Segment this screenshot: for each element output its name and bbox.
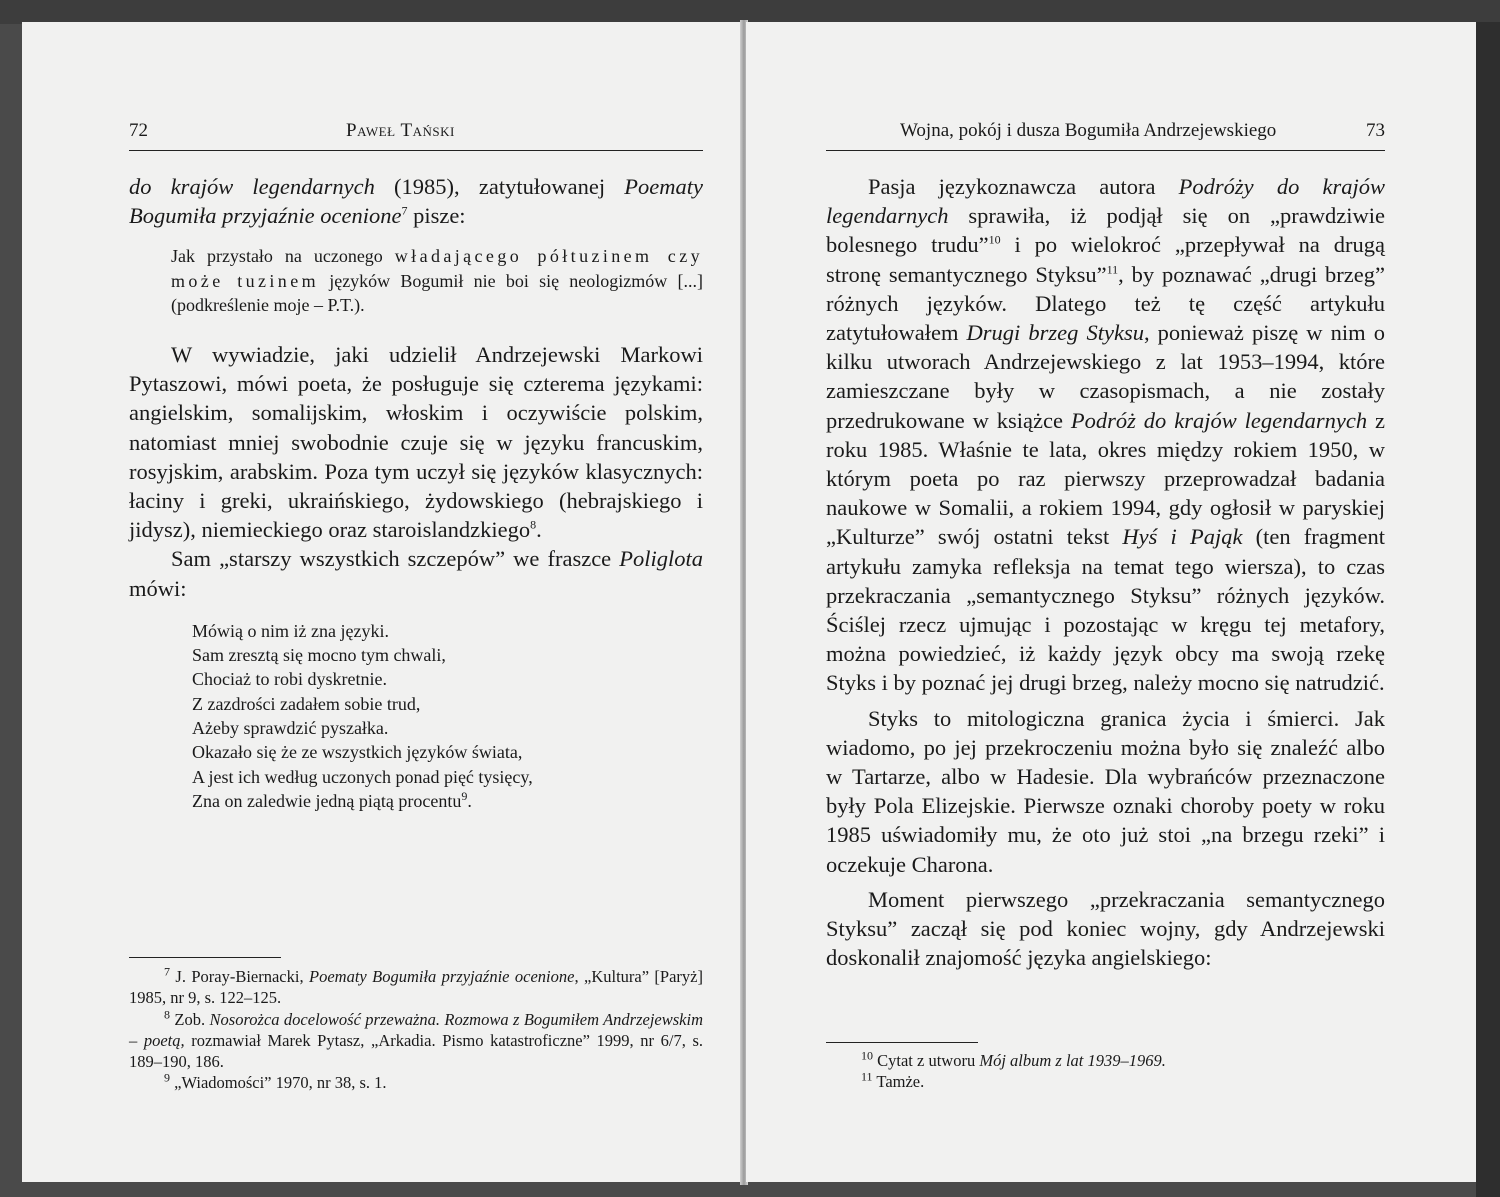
right-running-title: Wojna, pokój i dusza Bogumiła Andrzejewskiego <box>900 120 1277 141</box>
poem-line: Mówią o nim iż zna języki. <box>192 620 389 641</box>
text-run: . <box>467 790 472 811</box>
right-paragraph-2: Styks to mitologiczna granica życia i śmierci. Jak wiadomo, po jej przekroczeniu można było się znaleźć albo w Tartarze, albo w Hadesie. Dla wybrańców przeznaczone były Pola Elizejskie. Pierwsze oznaki choroby poety w roku 1985 uświadomiły mu, że oto już stoi „na brzegu rzeki” i oczekuje Charona. <box>826 705 1385 877</box>
italic-title: Nosorożca docelowość przeważna. Rozmowa z Bogumiłem Andrzejewskim – poetą, <box>129 1009 703 1050</box>
text-run: (ten fragment artykułu zamyka refleksja na temat tego wiersza), to czas przekraczania „semantycznego Styksu” różnych języków. Ściślej rzecz ujmując i pozostając w kręgu tej metafory, można powiedzieć, iż każdy język obcy ma swoją rzekę Styks i by poznać jej drugi brzeg, należy mocno się natrudzić. <box>826 524 1385 696</box>
text-run: (1985), zatytułowanej <box>374 174 625 199</box>
text-run: Pasja językoznawcza autora <box>868 174 1179 199</box>
footnote-number: 8 <box>164 1007 170 1022</box>
right-page-number: 73 <box>1366 120 1385 141</box>
left-running-head <box>129 120 703 151</box>
text-run: mówi: <box>129 575 187 601</box>
left-paragraph-1 <box>129 172 703 230</box>
right-paragraph-1 <box>826 172 1385 698</box>
text-run: Cytat z utworu <box>873 1051 980 1070</box>
text-run: , ponieważ piszę w nim o kilku utworach Andrzejewskiego z lat 1953–1994, które zamieszczane były w czasopismach, a nie zostały przedrukowane w książce <box>826 320 1385 433</box>
poem-line: Z zazdrości zadałem sobie trud, <box>192 693 421 714</box>
left-running-title: Paweł Tański <box>346 120 455 141</box>
text-run: , by poznawać „drugi brzeg” różnych języków. Dlatego też tę część artykułu zatytułowałem <box>826 261 1385 346</box>
poem-line: A jest ich według uczonych ponad pięć tysięcy, <box>192 766 533 787</box>
footnote-10 <box>826 1050 1385 1071</box>
left-body <box>129 172 703 813</box>
italic-title: Poematy Bogumiła przyjaźnie ocenione <box>129 174 703 229</box>
left-paragraph-2 <box>129 340 703 544</box>
text-run: sprawiła, iż podjął się on „prawdziwie bolesnego trudu” <box>826 203 1385 258</box>
text-run: z roku 1985. Właśnie te lata, okres między rokiem 1950, w którym poeta po raz pierwszy przeprowadzał badania naukowe w Somalii, a rokiem 1994, gdy ogłosił w paryskiej „Kulturze” swój ostatni tekst <box>826 407 1385 550</box>
footnote-number: 11 <box>861 1069 873 1084</box>
poem-line: Okazało się że ze wszystkich języków świata, <box>192 742 523 763</box>
right-paragraph-3: Moment pierwszego „przekraczania semantycznego Styksu” zaczął się pod koniec wojny, gdy Andrzejewski doskonalił znajomość języka angielskiego: <box>826 886 1385 971</box>
footnote-ref-7[interactable]: 7 <box>401 203 408 218</box>
text-run: . <box>536 517 542 543</box>
text-run: J. Poray-Biernacki, <box>170 967 309 986</box>
footnote-8 <box>129 1009 703 1073</box>
italic-title: Podróż do krajów legendarnych <box>1070 407 1368 433</box>
block-quote <box>171 244 703 318</box>
text-run: rozmawiał Marek Pytasz, „Arkadia. Pismo katastroficzne” 1999, nr 6/7, s. 189–190, 186. <box>129 1030 703 1072</box>
footnote-11 <box>826 1071 1385 1092</box>
italic-title: Hyś i Pająk <box>1122 524 1243 550</box>
footnote-ref-9[interactable]: 9 <box>461 788 468 803</box>
text-run: i po wielokroć „przepływał na drugą stronę semantycznego Styksu” <box>826 232 1385 287</box>
footnote-7 <box>129 966 703 1009</box>
text-run: „Wiadomości” 1970, nr 38, s. 1. <box>170 1073 387 1093</box>
footnote-ref-10[interactable]: 10 <box>988 232 1001 247</box>
italic-title: Podróży do krajów legendarnych <box>826 174 1386 229</box>
poem-line: Sam zresztą się mocno tym chwali, <box>192 645 446 666</box>
footnote-ref-8[interactable]: 8 <box>530 517 537 532</box>
left-page <box>22 22 743 1182</box>
footnote-number: 10 <box>861 1048 873 1063</box>
text-run: Sam „starszy wszystkich szczepów” we fraszce <box>171 546 620 572</box>
left-footnote-rule <box>129 957 281 958</box>
scan-background-top <box>0 0 1500 24</box>
right-running-head <box>826 120 1385 151</box>
text-run: , „Kultura” [Paryż] 1985, nr 9, s. 122–125. <box>129 967 703 1008</box>
footnote-number: 9 <box>164 1070 170 1085</box>
left-page-number: 72 <box>129 120 148 141</box>
text-run: Zna on zaledwie jedną piątą procentu <box>192 790 462 811</box>
right-page <box>746 22 1476 1182</box>
left-footnotes <box>129 966 703 1094</box>
left-paragraph-3 <box>129 544 703 602</box>
italic-title: Drugi brzeg Styksu <box>966 320 1144 346</box>
italic-title: Poliglota <box>619 546 703 572</box>
italic-title: Mój album z lat 1939–1969. <box>979 1051 1166 1070</box>
poem-quote <box>192 619 703 813</box>
italic-title: do krajów legendarnych <box>129 174 375 199</box>
text-run: pisze: <box>407 203 466 229</box>
text-run: Zob. <box>170 1009 210 1029</box>
text-run: Jak przystało na uczonego <box>171 246 395 267</box>
right-footnotes <box>826 1050 1385 1093</box>
text-run: W wywiadzie, jaki udzielił Andrzejewski Markowi Pytaszowi, mówi poeta, że posługuje się czterema językami: angielskim, somalijskim, włoskim i oczywiście polskim, natomiast mniej swobodnie czuje się w języku francuskim, rosyjskim, arabskim. Poza tym uczył się języków klasycznych: łaciny i greki, ukraińskiego, żydowskiego (hebrajskiego i jidysz), niemieckiego oraz staroislandzkiego <box>129 341 703 543</box>
text-run: Tamże. <box>872 1072 925 1092</box>
right-body <box>826 172 1385 972</box>
footnote-number: 7 <box>164 964 170 979</box>
spaced-emphasis: władającego półtuzinem czy może tuzinem <box>171 246 703 291</box>
poem-line <box>192 789 703 813</box>
text-run: języków Bogumił nie boi się neologizmów [...] (podkreślenie moje – P.T.). <box>171 270 703 316</box>
italic-title: Poematy Bogumiła przyjaźnie ocenione <box>309 967 575 986</box>
poem-line: Ażeby sprawdzić pyszałka. <box>192 717 389 738</box>
poem-line: Chociaż to robi dyskretnie. <box>192 669 387 690</box>
footnote-ref-11[interactable]: 11 <box>1106 262 1119 277</box>
scan-background-right <box>1476 22 1500 1197</box>
footnote-9 <box>129 1072 703 1093</box>
right-footnote-rule <box>826 1042 978 1043</box>
